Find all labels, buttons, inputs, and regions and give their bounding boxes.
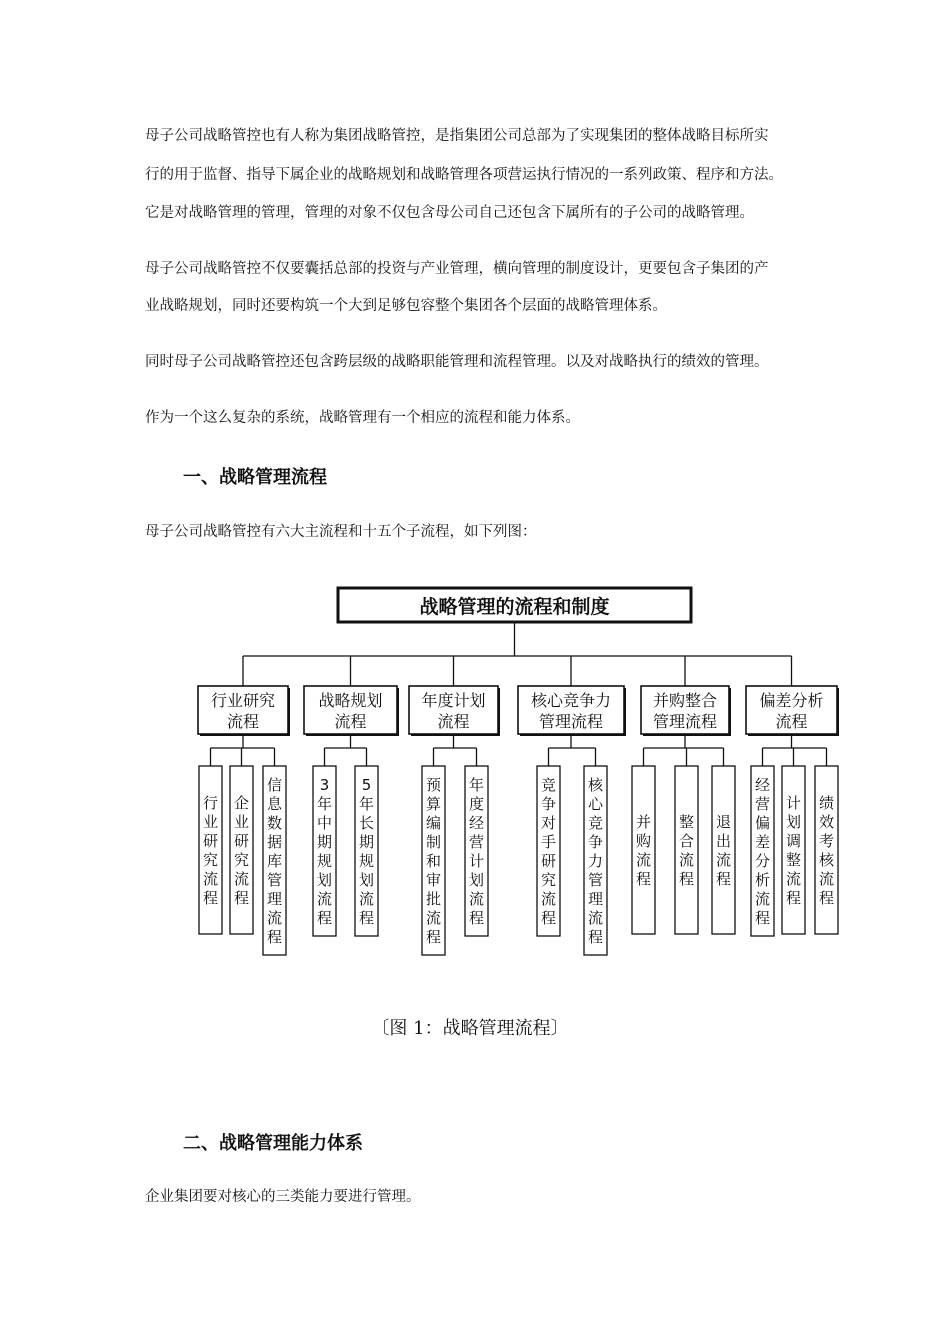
sub-process-box	[815, 766, 838, 934]
sub-process-box	[712, 766, 735, 934]
group-title: 偏差分析	[759, 691, 824, 710]
section-heading-capability: 二、战略管理能力体系	[183, 1133, 363, 1154]
group-title: 流程	[334, 712, 367, 731]
sub-process-label: 5 年长期规划流程	[358, 776, 375, 927]
paragraph-line: 行的用于监督、指导下属企业的战略规划和战略管理各项营运执行情况的一系列政策、程序和方法。	[145, 167, 783, 183]
figure-caption: 〔图 1：战略管理流程〕	[371, 1018, 569, 1039]
group-title: 管理流程	[652, 712, 718, 731]
sub-process-label: 经营偏差分析流程	[754, 776, 771, 927]
sub-process-box	[675, 766, 698, 934]
group-title: 行业研究	[210, 691, 276, 710]
sub-process-label: 企业研究流程	[233, 794, 250, 907]
sub-process-label: 行业研究流程	[202, 794, 219, 907]
paragraph-line: 母子公司战略管控不仅要囊括总部的投资与产业管理，横向管理的制度设计，更要包含子集团的产	[145, 261, 769, 277]
sub-process-label: 3 年中期规划流程	[316, 776, 333, 927]
closing-paragraph: 企业集团要对核心的三类能力要进行管理。	[145, 1189, 421, 1205]
sub-process-label: 信息数据库管理流程	[266, 776, 283, 946]
group-title: 核心竞争力	[530, 691, 612, 710]
sub-process-label: 计划调整流程	[785, 794, 802, 907]
sub-process-label: 核心竞争力管理流程	[587, 776, 604, 946]
group-title: 流程	[775, 712, 808, 731]
group-title: 年度计划	[421, 691, 486, 710]
sub-process-box	[632, 766, 655, 934]
group-title: 流程	[226, 712, 260, 731]
paragraph-line: 母子公司战略管控也有人称为集团战略管控，是指集团公司总部为了实现集团的整体战略目标所实	[145, 128, 769, 144]
sub-process-label: 竞争对手研究流程	[540, 776, 557, 927]
paragraph-line: 作为一个这么复杂的系统，战略管理有一个相应的流程和能力体系。	[145, 410, 580, 426]
paragraph-line: 业战略规划，同时还要构筑一个大到足够包容整个集团各个层面的战略管理体系。	[145, 298, 667, 314]
sub-process-box	[199, 766, 222, 934]
section-heading-process: 一、战略管理流程	[183, 467, 327, 488]
sub-process-label: 年度经营计划流程	[468, 776, 485, 927]
sub-process-label: 绩效考核流程	[818, 794, 835, 907]
sub-process-label: 预算编制和审批流程	[425, 776, 442, 946]
group-title: 并购整合	[652, 691, 718, 710]
paragraph-line: 它是对战略管理的管理，管理的对象不仅包含母公司自己还包含下属所有的子公司的战略管理。	[145, 205, 754, 221]
group-title: 流程	[437, 712, 470, 731]
diagram-intro: 母子公司战略管控有六大主流程和十五个子流程，如下列图：	[145, 524, 537, 540]
sub-process-box	[230, 766, 253, 934]
paragraph-line: 同时母子公司战略管控还包含跨层级的战略职能管理和流程管理。以及对战略执行的绩效的管理。	[145, 354, 769, 370]
sub-process-label: 并购流程	[635, 813, 652, 888]
sub-process-label: 退出流程	[715, 813, 732, 888]
sub-process-box	[782, 766, 805, 934]
sub-process-label: 整合流程	[678, 813, 695, 888]
root-label: 战略管理的流程和制度	[419, 596, 610, 618]
group-title: 战略规划	[318, 691, 383, 710]
group-title: 管理流程	[538, 712, 604, 731]
